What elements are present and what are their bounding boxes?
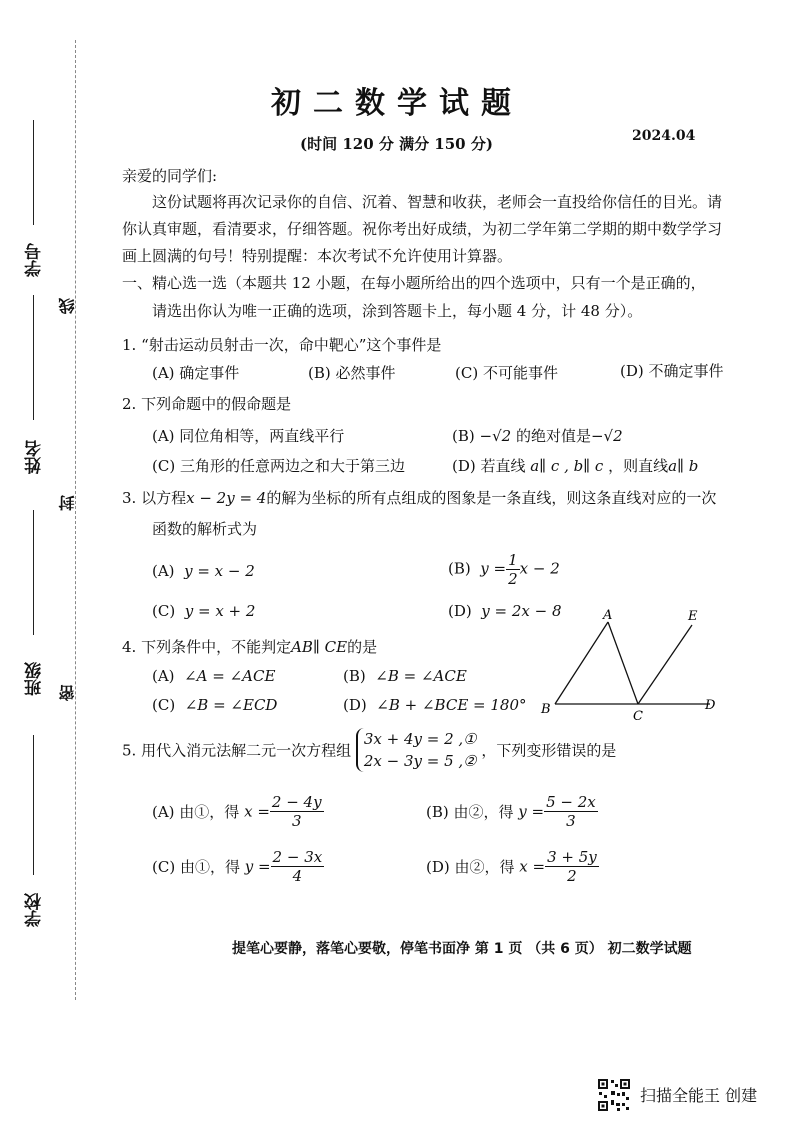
- q5-c-num: 2 − 3x: [272, 848, 323, 866]
- q5-d-den: 2: [567, 867, 577, 885]
- q5-stem-pre: 5. 用代入消元法解二元一次方程组: [122, 741, 352, 760]
- q2-option-c: (C) 三角形的任意两边之和大于第三边: [152, 457, 405, 475]
- q4-stem-pre: 4. 下列条件中，不能判定: [122, 638, 292, 656]
- line-ce: [638, 625, 692, 704]
- q5-c-fraction: [271, 848, 325, 885]
- q4-geometry-figure: [535, 605, 725, 725]
- seal-mi: 密: [58, 685, 77, 701]
- q3-c-label: (C): [152, 602, 176, 620]
- exam-date: 2024.04: [632, 128, 696, 144]
- point-c-label: C: [633, 709, 643, 724]
- q5-d-num: 3 + 5y: [547, 848, 597, 866]
- seal-xian: 线: [58, 298, 77, 314]
- q4-c-expr: ∠B = ∠ECD: [184, 696, 278, 714]
- q4-b-label: (B): [343, 667, 366, 685]
- q2-option-b: [452, 425, 623, 446]
- q3-b-rhs: x − 2: [519, 559, 560, 578]
- q5-stem-post: ，下列变形错误的是: [481, 741, 617, 760]
- school-label: 学校: [25, 893, 45, 927]
- q5-b-den: 3: [566, 812, 576, 830]
- q4-option-c: [152, 696, 277, 714]
- intro-body: 这份试题将再次记录你的自信、沉着、智慧和收获，老师会一直投给你信任的目光。请你认真审题，看清要求，仔细答题。祝你考出好成绩，为初二学年第二学期的期中数学学习画上圆满的句号！特别提醒：本次考试不允许使用计算器。: [122, 193, 723, 265]
- q3-stem: [122, 487, 716, 508]
- q5-eq2: 2x − 3y = 5 ,②: [363, 752, 477, 770]
- q2-b-mid: 的绝对值是: [515, 427, 591, 445]
- q5-d-fraction: [545, 848, 599, 885]
- point-b-label: B: [541, 702, 551, 717]
- q4-d-expr: ∠B + ∠BCE = 180°: [376, 696, 527, 714]
- q4-d-label: (D): [343, 696, 367, 714]
- q1-stem: 1. “射击运动员射击一次，命中靶心”这个事件是: [122, 336, 442, 354]
- q3-a-label: (A): [152, 562, 175, 580]
- point-e-label: E: [688, 609, 698, 624]
- q4-b-expr: ∠B = ∠ACE: [375, 667, 467, 685]
- q5-equation-system: [356, 728, 477, 772]
- class-label: 班级: [25, 662, 45, 696]
- q5-a-num: 2 − 4y: [271, 793, 322, 811]
- point-d-label: D: [705, 698, 716, 713]
- q4-stem-post: 的是: [347, 638, 378, 656]
- q5-option-c: [152, 848, 324, 885]
- q5-b-var: y =: [518, 802, 545, 821]
- q4-a-expr: ∠A = ∠ACE: [184, 667, 276, 685]
- q3-equation: x − 2y = 4: [186, 489, 267, 507]
- q5-a-den: 3: [291, 812, 302, 830]
- q3-stem-post: 的解为坐标的所有点组成的图象是一条直线，则这条直线对应的一次: [266, 489, 717, 507]
- q3-option-c: [152, 602, 255, 620]
- q5-a-var: x =: [244, 802, 270, 821]
- q2-d-cond: a∥ c , b∥ c: [530, 457, 604, 475]
- page-title: 初二数学试题: [271, 86, 523, 121]
- q3-b-label: (B): [448, 559, 471, 578]
- q1-option-d: (D) 不确定事件: [620, 362, 724, 380]
- q5-eq1: 3x + 4y = 2 ,①: [363, 730, 477, 748]
- line-ab: [555, 622, 608, 704]
- q3-stem-line2: 函数的解析式为: [152, 520, 258, 538]
- q2-d-pre: (D) 若直线: [452, 457, 526, 475]
- name-line: [33, 295, 34, 420]
- q5-a-pre: (A) 由①，得: [152, 803, 240, 821]
- neg-sqrt2-result: −√2: [590, 427, 623, 445]
- q3-a-expr: y = x − 2: [184, 562, 255, 580]
- q4-option-a: [152, 667, 275, 685]
- seal-feng: 封: [58, 495, 77, 511]
- student-no-line: [33, 120, 34, 225]
- q5-a-fraction: [270, 793, 324, 830]
- line-ac: [608, 622, 638, 704]
- q1-option-b: (B) 必然事件: [308, 364, 396, 382]
- q5-b-num: 5 − 2x: [546, 793, 596, 811]
- q2-stem: 2. 下列命题中的假命题是: [122, 395, 292, 413]
- q2-b-label: (B): [452, 427, 480, 445]
- q5-b-pre: (B) 由②，得: [426, 803, 514, 821]
- neg-sqrt2-expr: −√2: [479, 427, 512, 445]
- q5-d-var: x =: [519, 857, 546, 876]
- q1-option-a: (A) 确定事件: [152, 364, 240, 382]
- q4-stem-eq: AB∥ CE: [291, 638, 348, 656]
- q5-b-fraction: [544, 793, 598, 830]
- q4-c-label: (C): [152, 696, 176, 714]
- q2-option-d: [452, 455, 698, 476]
- q3-c-expr: y = x + 2: [184, 602, 256, 620]
- class-line: [33, 510, 34, 635]
- q3-option-a: [152, 562, 255, 580]
- q3-d-label: (D): [448, 602, 472, 620]
- section1-line2: 请选出你认为唯一正确的选项，涂到答题卡上，每小题 4 分，计 48 分）。: [152, 302, 643, 320]
- point-a-label: A: [603, 608, 613, 623]
- q5-c-den: 4: [292, 867, 303, 885]
- section1-line1: 一、精心选一选（本题共 12 小题，在每小题所给出的四个选项中，只有一个是正确的，: [122, 274, 706, 292]
- q4-stem: [122, 636, 377, 657]
- q3-stem-pre: 3. 以方程: [122, 489, 187, 507]
- q3-b-lhs: y =: [480, 559, 507, 578]
- q2-option-a: (A) 同位角相等，两直线平行: [152, 427, 345, 445]
- q4-option-d: [343, 696, 527, 714]
- page-footer: 提笔心要静，落笔心要敬，停笔书面净 第 1 页 （共 6 页） 初二数学试题: [232, 941, 692, 957]
- school-line: [33, 735, 34, 875]
- q3-b-fraction: $\frac{1}{2}$: [508, 551, 518, 588]
- q5-c-var: y =: [244, 857, 271, 876]
- q3-option-b: [448, 551, 560, 588]
- q3-d-expr: y = 2x − 8: [481, 602, 562, 620]
- name-label: 姓名: [25, 440, 45, 474]
- q2-d-mid: ，则直线: [608, 457, 669, 475]
- student-no-label: 学号: [25, 243, 45, 277]
- exam-subtitle: (时间 120 分 满分 150 分): [300, 135, 493, 153]
- q4-a-label: (A): [152, 667, 175, 685]
- q5-d-pre: (D) 由②，得: [426, 858, 515, 876]
- q1-option-c: (C) 不可能事件: [455, 364, 558, 382]
- qr-code-icon: [597, 1078, 631, 1112]
- q5-c-pre: (C) 由①，得: [152, 858, 240, 876]
- scanner-watermark: 扫描全能王 创建: [640, 1086, 758, 1105]
- intro-greeting: 亲爱的同学们:: [122, 167, 218, 185]
- q5-stem: [122, 728, 616, 772]
- q4-option-b: [343, 667, 467, 685]
- q5-option-a: [152, 793, 324, 830]
- q5-option-b: [426, 793, 598, 830]
- q2-d-concl: a∥ b: [668, 457, 699, 475]
- q5-option-d: [426, 848, 599, 885]
- binding-dashed-line: [75, 40, 76, 1000]
